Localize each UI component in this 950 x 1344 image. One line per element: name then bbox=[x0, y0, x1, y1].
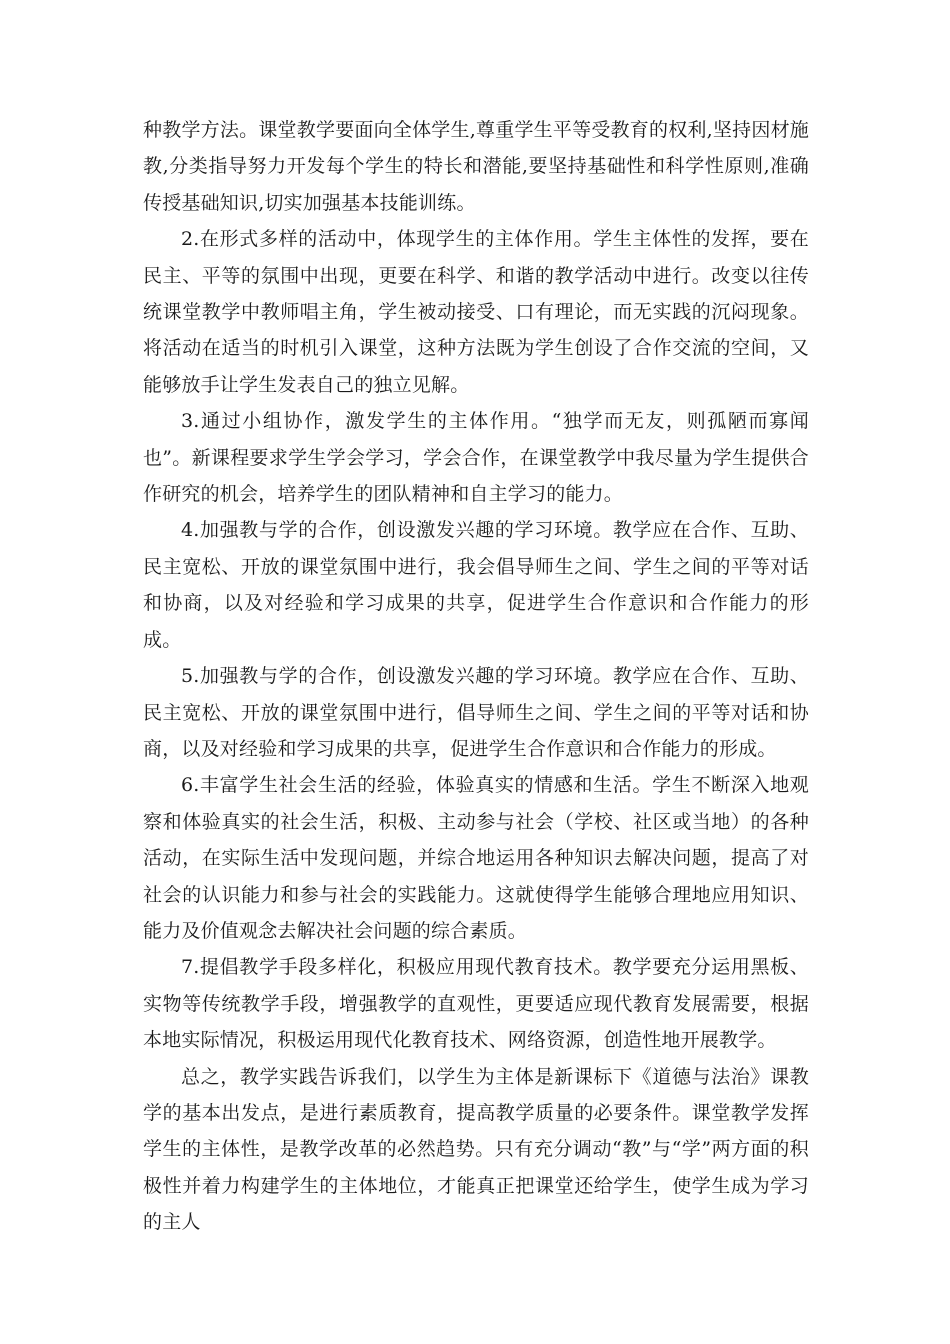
paragraph-continuation: 种教学方法。课堂教学要面向全体学生,尊重学生平等受教育的权利,坚持因材施教,分类指导努力开发每个学生的特长和潜能,要坚持基础性和科学性原则,准确传授基础知识,切实加强基本技能训练。 bbox=[143, 119, 809, 214]
paragraph-point-6: 6.丰富学生社会生活的经验，体验真实的情感和生活。学生不断深入地观察和体验真实的社会生活，积极、主动参与社会（学校、社区或当地）的各种活动，在实际生活中发现问题，并综合地运用各种知识去解决问题，提高了对社会的认识能力和参与社会的实践能力。这就使得学生能够合理地应用知识、能力及价值观念去解决社会问题的综合素质。 bbox=[143, 774, 809, 942]
paragraph-conclusion: 总之，教学实践告诉我们，以学生为主体是新课标下《道德与法治》课教学的基本出发点，是进行素质教育，提高教学质量的必要条件。课堂教学发挥学生的主体性，是教学改革的必然趋势。只有充分调动“教”与“学”两方面的积极性并着力构建学生的主体地位，才能真正把课堂还给学生，使学生成为学习的主人 bbox=[143, 1065, 809, 1234]
paragraph-point-4: 4.加强教与学的合作，创设激发兴趣的学习环境。教学应在合作、互助、民主宽松、开放的课堂氛围中进行，我会倡导师生之间、学生之间的平等对话和协商，以及对经验和学习成果的共享，促进学生合作意识和合作能力的形成。 bbox=[143, 519, 809, 651]
paragraph-point-3: 3.通过小组协作，激发学生的主体作用。“独学而无友，则孤陋而寡闻也”。新课程要求学生学会学习，学会合作，在课堂教学中我尽量为学生提供合作研究的机会，培养学生的团队精神和自主学习的能力。 bbox=[143, 410, 809, 506]
paragraph-point-5: 5.加强教与学的合作，创设激发兴趣的学习环境。教学应在合作、互助、民主宽松、开放的课堂氛围中进行，倡导师生之间、学生之间的平等对话和协商，以及对经验和学习成果的共享，促进学生合作意识和合作能力的形成。 bbox=[143, 665, 809, 760]
document-page bbox=[143, 112, 809, 1241]
paragraph-point-7: 7.提倡教学手段多样化，积极应用现代教育技术。教学要充分运用黑板、实物等传统教学手段，增强教学的直观性，更要适应现代教育发展需要，根据本地实际情况，积极运用现代化教育技术、网络资源，创造性地开展教学。 bbox=[143, 956, 809, 1052]
paragraph-point-2: 2.在形式多样的活动中，体现学生的主体作用。学生主体性的发挥，要在民主、平等的氛围中出现，更要在科学、和谐的教学活动中进行。改变以往传统课堂教学中教师唱主角，学生被动接受、口有理论，而无实践的沉闷现象。将活动在适当的时机引入课堂，这种方法既为学生创设了合作交流的空间，又能够放手让学生发表自己的独立见解。 bbox=[143, 228, 809, 396]
